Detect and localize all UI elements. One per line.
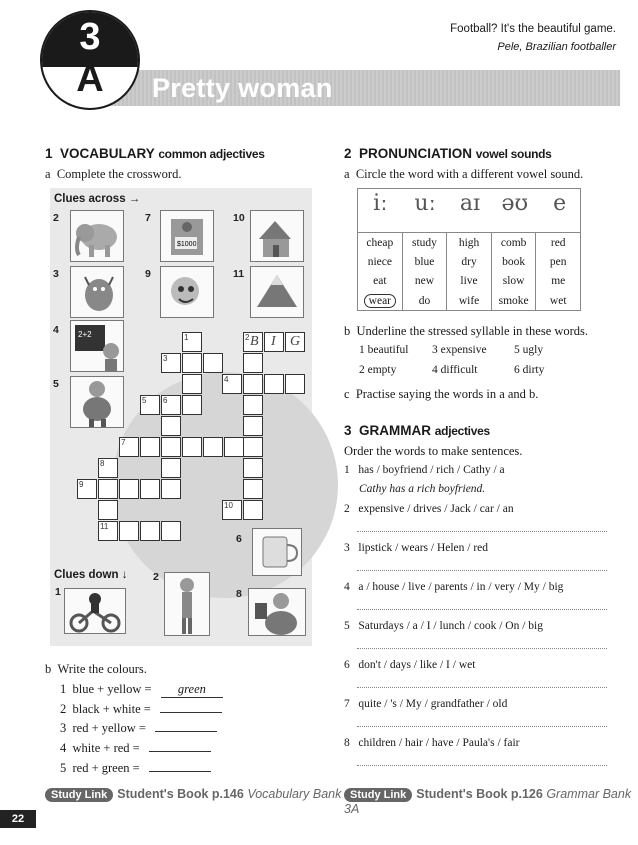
vowel-word[interactable]: do	[402, 291, 447, 311]
colour-item: 4 white + red =	[60, 741, 310, 756]
vowel-symbol: uː	[414, 191, 436, 216]
clues-down-label: Clues down ↓	[54, 569, 128, 581]
svg-text:$1000: $1000	[177, 241, 197, 248]
title-banner	[68, 70, 620, 106]
crossword-cell[interactable]	[182, 374, 202, 394]
clue-number: 9	[145, 268, 151, 280]
vowel-symbol: əʊ	[501, 191, 529, 216]
answer-line[interactable]	[357, 687, 607, 688]
crossword-cell[interactable]: 1	[182, 332, 202, 352]
study-link-grammar[interactable]: Study Link Student's Book p.126 Grammar Bank 3A	[344, 787, 632, 816]
unit-letter: A	[76, 58, 104, 100]
colour-answer[interactable]	[149, 751, 211, 752]
vowel-symbols-row	[357, 188, 581, 232]
stress-word: 6 dirty	[514, 364, 545, 376]
answer-line[interactable]	[357, 570, 607, 571]
crossword-cell[interactable]	[119, 479, 139, 499]
colour-item: 3 red + yellow =	[60, 721, 310, 736]
elephant-picture	[70, 210, 124, 262]
vowel-word[interactable]: high	[447, 233, 492, 253]
clue-number: 10	[233, 212, 245, 224]
crossword-cell[interactable]	[140, 437, 160, 457]
clue-number: 2	[53, 212, 59, 224]
grammar-instruction: Order the words to make sentences.	[344, 444, 523, 458]
crossword-cell[interactable]	[243, 479, 263, 499]
crossword-cell[interactable]: 2 B	[243, 332, 263, 352]
vowel-word[interactable]: study	[402, 233, 447, 253]
grammar-item: 6 don't / days / like / I / wet	[344, 659, 476, 671]
answer-line[interactable]	[357, 648, 607, 649]
old-house-picture	[250, 210, 304, 262]
crossword-cell[interactable]	[243, 416, 263, 436]
crossword-cell[interactable]	[161, 521, 181, 541]
stress-words-row	[359, 344, 599, 356]
clue-number: 11	[233, 268, 245, 280]
clue-number: 5	[53, 378, 59, 390]
crossword-cell[interactable]: 9	[77, 479, 97, 499]
answer-line[interactable]	[357, 726, 607, 727]
crossword-cell[interactable]	[285, 374, 305, 394]
crossword-cell[interactable]: 11	[98, 521, 118, 541]
answer-line[interactable]	[357, 531, 607, 532]
crossword-cell[interactable]	[161, 437, 181, 457]
crossword-cell[interactable]	[98, 500, 118, 520]
clue-number: 7	[145, 212, 151, 224]
crossword-cell[interactable]	[224, 437, 244, 457]
stress-words-row	[359, 364, 599, 376]
grammar-item: 8 children / hair / have / Paula's / fair	[344, 737, 520, 749]
quote-text: Football? It's the beautiful game.	[450, 23, 616, 35]
vowel-word[interactable]: niece	[358, 252, 403, 272]
stress-word: 1 beautiful	[359, 344, 409, 356]
crossword-cell[interactable]	[182, 353, 202, 373]
vowel-symbol: e	[553, 191, 567, 216]
crossword-cell[interactable]: 3	[161, 353, 181, 373]
crossword-cell[interactable]	[98, 479, 118, 499]
crossword-cell[interactable]	[182, 437, 202, 457]
grammar-example-answer: Cathy has a rich boyfriend.	[359, 483, 486, 495]
maths-board-picture	[70, 320, 124, 372]
vowel-word[interactable]: pen	[536, 252, 581, 272]
crossword-cell[interactable]	[119, 521, 139, 541]
vocab-instruction-b: b Write the colours.	[45, 662, 147, 676]
crossword-cell[interactable]	[203, 353, 223, 373]
clue-number: 8	[236, 588, 242, 600]
crossword-cell[interactable]	[140, 479, 160, 499]
crossword-cell[interactable]: G	[285, 332, 305, 352]
crossword-cell[interactable]	[243, 353, 263, 373]
quote-author: Pele, Brazilian footballer	[497, 41, 616, 53]
vowel-word[interactable]: blue	[402, 252, 447, 272]
clue-number: 4	[53, 324, 59, 336]
vowel-word[interactable]: book	[491, 252, 536, 272]
vowel-word[interactable]: me	[536, 272, 581, 292]
vowel-word-circled[interactable]: wear	[358, 291, 403, 311]
crossword-cell[interactable]: 7	[119, 437, 139, 457]
page-number: 22	[0, 810, 36, 828]
stress-word: 2 empty	[359, 364, 397, 376]
pron-heading: 2 PRONUNCIATION vowel sounds	[344, 146, 552, 161]
vowel-word[interactable]: smoke	[491, 291, 536, 311]
pron-instruction-c: c Practise saying the words in a and b.	[344, 387, 539, 401]
answer-line[interactable]	[357, 765, 607, 766]
vowel-word[interactable]: comb	[491, 233, 536, 253]
rich-man-picture	[248, 588, 306, 636]
vowel-table	[357, 232, 581, 311]
crossword-cell[interactable]	[243, 374, 263, 394]
colour-item: 2 black + white =	[60, 702, 310, 717]
grammar-heading: 3 GRAMMAR adjectives	[344, 423, 490, 438]
crossword-cell[interactable]	[140, 521, 160, 541]
study-link-vocabulary[interactable]: Study Link Student's Book p.146 Vocabulary Bank	[45, 787, 341, 802]
colour-answer[interactable]	[155, 731, 217, 732]
vowel-symbol: aɪ	[459, 191, 481, 216]
vocab-heading: 1 VOCABULARY common adjectives	[45, 146, 265, 161]
expensive-gift-picture	[160, 210, 214, 262]
vowel-word[interactable]: live	[447, 272, 492, 292]
crossword-cell[interactable]: 5	[140, 395, 160, 415]
clue-number: 3	[53, 268, 59, 280]
crossword-cell[interactable]	[243, 437, 263, 457]
grammar-item: 3 lipstick / wears / Helen / red	[344, 542, 489, 554]
crossword-cell[interactable]: 4	[222, 374, 242, 394]
colour-item: 1 blue + yellow = green	[60, 682, 310, 698]
crossword-cell[interactable]	[161, 458, 181, 478]
crossword-cell[interactable]	[264, 374, 284, 394]
colour-answer[interactable]	[160, 712, 222, 713]
crossword-cell[interactable]	[243, 395, 263, 415]
crossword-cell[interactable]: 6	[161, 395, 181, 415]
crossword-cell[interactable]	[203, 437, 223, 457]
thin-woman-picture	[164, 572, 210, 636]
mug-picture	[252, 528, 302, 576]
clues-across-label: Clues across →	[54, 193, 141, 205]
vowel-word[interactable]: wife	[447, 291, 492, 311]
vowel-word[interactable]: eat	[358, 272, 403, 292]
pron-instruction-a: a Circle the word with a different vowel sound.	[344, 167, 584, 181]
grammar-item: 2 expensive / drives / Jack / car / an	[344, 503, 514, 515]
stress-word: 5 ugly	[514, 344, 544, 356]
grammar-item: 5 Saturdays / a / I / lunch / cook / On / big	[344, 620, 543, 632]
answer-line[interactable]	[357, 609, 607, 610]
vocab-instruction-a: a Complete the crossword.	[45, 167, 182, 181]
grammar-item: 4 a / house / live / parents / in / very / My / big	[344, 581, 564, 593]
stress-word: 3 expensive	[432, 344, 487, 356]
vowel-word[interactable]: new	[402, 272, 447, 292]
vowel-word[interactable]: dry	[447, 252, 492, 272]
vowel-word[interactable]: red	[536, 233, 581, 253]
colour-answer[interactable]	[149, 771, 211, 772]
vowel-word[interactable]: slow	[491, 272, 536, 292]
grammar-item: 1 has / boyfriend / rich / Cathy / a	[344, 464, 505, 476]
crossword-cell[interactable]	[182, 395, 202, 415]
mountain-picture	[250, 266, 304, 318]
clue-number: 2	[153, 571, 159, 583]
vowel-word[interactable]: cheap	[358, 233, 403, 253]
pron-instruction-b: b Underline the stressed syllable in these words.	[344, 324, 589, 338]
crossword-cell[interactable]	[243, 500, 263, 520]
page-title: Pretty woman	[152, 73, 333, 103]
crossword-cell[interactable]: 8	[98, 458, 118, 478]
svg-text:2+2: 2+2	[78, 330, 92, 339]
colour-item: 5 red + green =	[60, 761, 310, 776]
fat-man-picture	[70, 376, 124, 428]
crossword-cell[interactable]	[161, 416, 181, 436]
clue-number: 1	[55, 586, 61, 598]
stress-word: 4 difficult	[432, 364, 478, 376]
motorbike-picture	[64, 588, 126, 634]
clue-number: 6	[236, 533, 242, 545]
grammar-item: 7 quite / 's / My / grandfather / old	[344, 698, 508, 710]
vowel-word[interactable]: wet	[536, 291, 581, 311]
crossword-cell[interactable]	[243, 458, 263, 478]
monster-picture	[70, 266, 124, 318]
crossword-cell[interactable]	[161, 479, 181, 499]
vowel-symbol: iː	[373, 191, 388, 216]
cartoon-picture	[160, 266, 214, 318]
crossword-cell[interactable]: 10	[222, 500, 242, 520]
unit-number: 3	[79, 16, 101, 58]
crossword-cell[interactable]: I	[264, 332, 284, 352]
colour-answer[interactable]: green	[161, 682, 223, 698]
